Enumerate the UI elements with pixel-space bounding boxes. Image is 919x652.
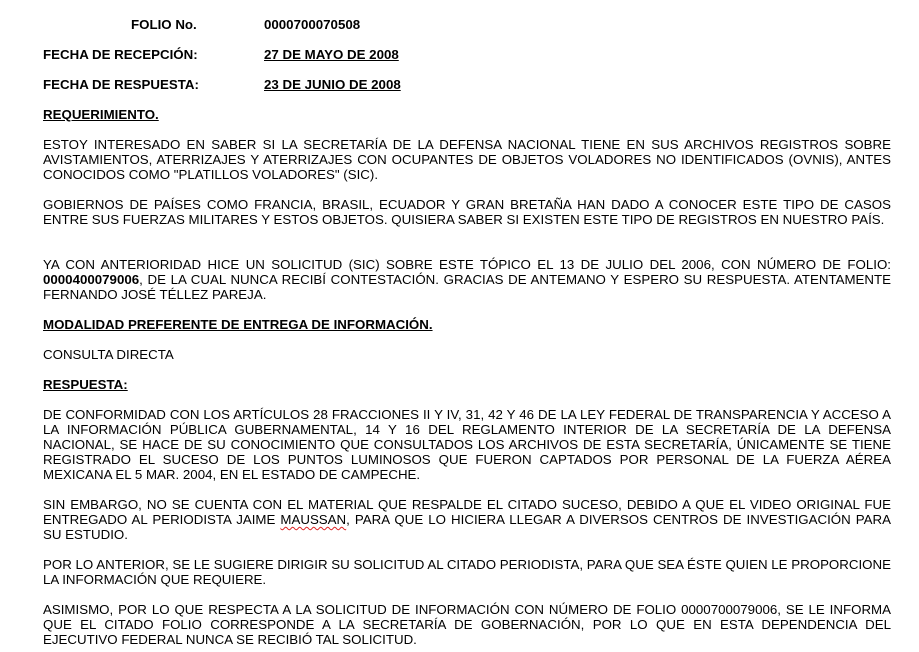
respuesta-p2-text: SIN EMBARGO, NO SE CUENTA CON EL MATERIAL QUE RESPALDE EL CITADO SUCESO, DEBIDO A QUE EL VIDEO ORIGINAL FUE ENTREGADO AL PERIODISTA JAIME — [43, 497, 891, 527]
respuesta-paragraph-1: DE CONFORMIDAD CON LOS ARTÍCULOS 28 FRACCIONES II Y IV, 31, 42 Y 46 DE LA LEY FEDERAL DE TRANSPARENCIA Y ACCESO A LA INFORMACIÓN PÚBLICA GUBERNAMENTAL, 14 Y 16 DEL REGLAMENTO INTERIOR DE LA SECRETARÍA DE LA DEFENSA NACIONAL, SE HACE DE SU CONOCIMIENTO QUE CONSULTADOS LOS ARCHIVOS DE ESTA SECRETARÍA, ÚNICAMENTE SE TIENE REGISTRADO EL SUCESO DE LOS PUNTOS LUMINOSOS QUE FUERON CAPTADOS POR PERSONAL DE LA FUERZA AÉREA MEXICANA EL 5 MAR. 2004, EN EL ESTADO DE CAMPECHE. — [43, 407, 891, 482]
fecha-respuesta-value: 23 DE JUNIO DE 2008 — [264, 77, 401, 92]
requerimiento-p3-text-end: , DE LA CUAL NUNCA RECIBÍ CONTESTACIÓN. GRACIAS DE ANTEMANO Y ESPERO SU RESPUESTA. ATENTAMENTE FERNANDO JOSÉ TÉLLEZ PAREJA. — [43, 272, 891, 302]
respuesta-paragraph-2 — [43, 497, 891, 542]
requerimiento-paragraph-1: ESTOY INTERESADO EN SABER SI LA SECRETARÍA DE LA DEFENSA NACIONAL TIENE EN SUS ARCHIVOS REGISTROS SOBRE AVISTAMIENTOS, ATERRIZAJES Y ATERRIZAJES CON OCUPANTES DE OBJETOS VOLADORES NO IDENTIFICADOS (OVNIS), ANTES CONOCIDOS COMO "PLATILLOS VOLADORES" (SIC). — [43, 137, 891, 182]
fecha-respuesta-label: FECHA DE RESPUESTA: — [43, 77, 199, 92]
respuesta-paragraph-4: ASIMISMO, POR LO QUE RESPECTA A LA SOLICITUD DE INFORMACIÓN CON NÚMERO DE FOLIO 0000700079006, SE LE INFORMA QUE EL CITADO FOLIO CORRESPONDE A LA SECRETARÍA DE GOBERNACIÓN, POR LO QUE EN ESTA DEPENDENCIA DEL EJECUTIVO FEDERAL NUNCA SE RECIBIÓ TAL SOLICITUD. — [43, 602, 891, 647]
requerimiento-heading: REQUERIMIENTO. — [43, 107, 159, 122]
respuesta-heading: RESPUESTA: — [43, 377, 128, 392]
fecha-recepcion-label: FECHA DE RECEPCIÓN: — [43, 47, 198, 62]
respuesta-paragraph-3: POR LO ANTERIOR, SE LE SUGIERE DIRIGIR SU SOLICITUD AL CITADO PERIODISTA, PARA QUE SEA ÉSTE QUIEN LE PROPORCIONE LA INFORMACIÓN QUE REQUIERE. — [43, 557, 891, 587]
requerimiento-p3-text: YA CON ANTERIORIDAD HICE UN SOLICITUD (SIC) SOBRE ESTE TÓPICO EL 13 DE JULIO DEL 2006, CON NÚMERO DE FOLIO: — [43, 257, 891, 272]
requerimiento-paragraph-3 — [43, 257, 891, 302]
fecha-recepcion-value: 27 DE MAYO DE 2008 — [264, 47, 399, 62]
folio-value: 0000700070508 — [264, 17, 361, 32]
requerimiento-folio-number: 0000400079006 — [43, 272, 140, 287]
modalidad-value: CONSULTA DIRECTA — [43, 347, 174, 362]
respuesta-p2-text-end: , PARA QUE LO HICIERA LLEGAR A DIVERSOS CENTROS DE INVESTIGACIÓN PARA SU ESTUDIO. — [43, 512, 891, 542]
modalidad-heading: MODALIDAD PREFERENTE DE ENTREGA DE INFORMACIÓN. — [43, 317, 433, 332]
folio-label: FOLIO No. — [131, 17, 197, 32]
requerimiento-paragraph-2: GOBIERNOS DE PAÍSES COMO FRANCIA, BRASIL, ECUADOR Y GRAN BRETAÑA HAN DADO A CONOCER ESTE TIPO DE CASOS ENTRE SUS FUERZAS MILITARES Y ESTOS OBJETOS. QUISIERA SABER SI EXISTEN ESTE TIPO DE REGISTROS EN NUESTRO PAÍS. — [43, 197, 891, 227]
spellcheck-flagged-word: MAUSSAN — [280, 512, 347, 527]
